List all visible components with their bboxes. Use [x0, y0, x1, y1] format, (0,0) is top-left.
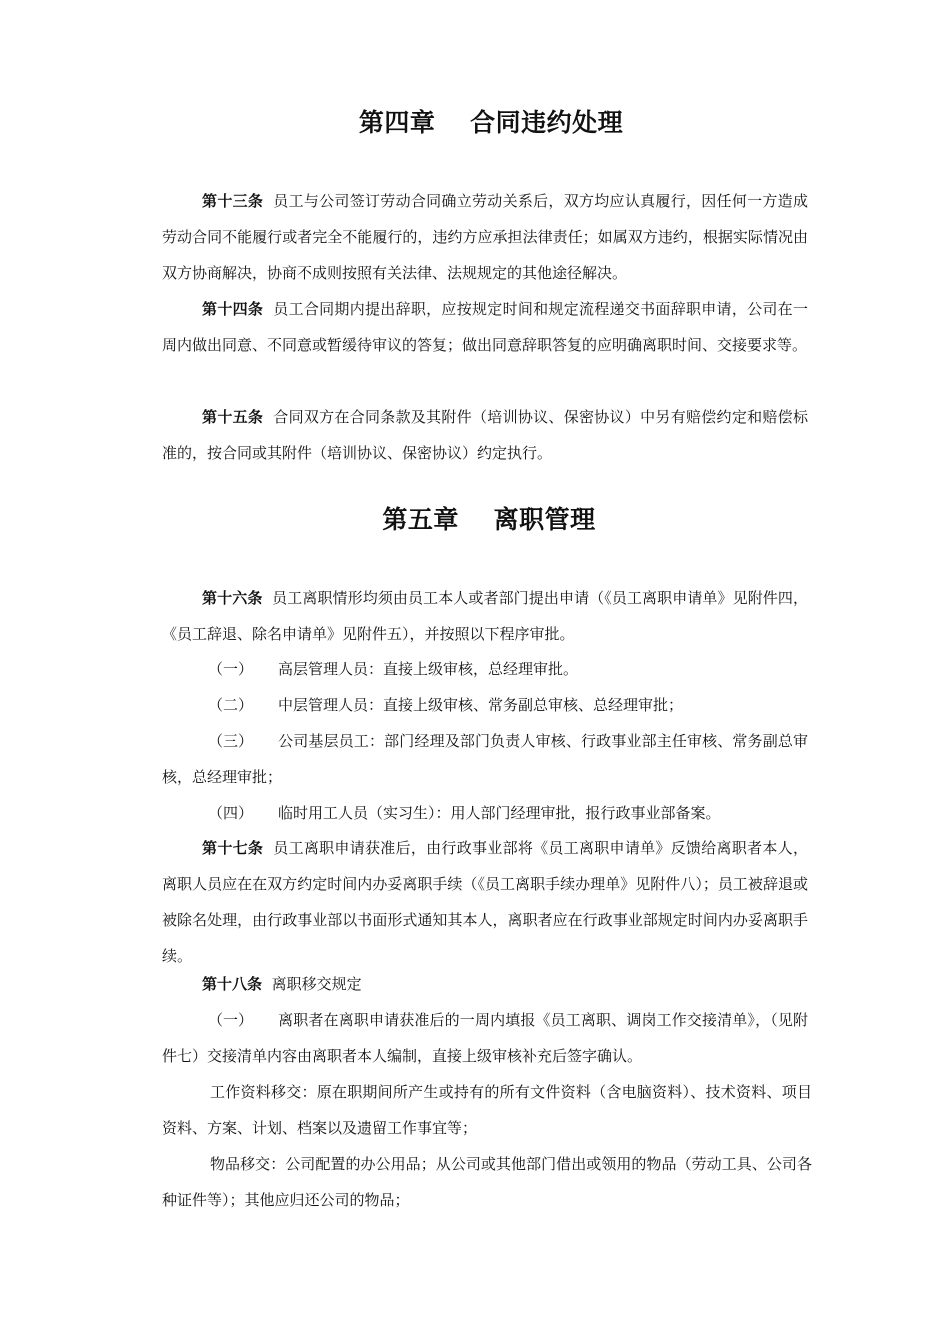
chapter-4-title: 第四章 合同违约处理: [358, 108, 624, 137]
article-13-label: 第十三条: [202, 192, 264, 210]
article-17-text: 员工离职申请获准后，由行政事业部将《员工离职申请单》反馈给离职者本人，离职人员应在在双方约定时间内办妥离职手续（《员工离职手续办理单》见附件八）；员工被辞退或被除名处理，由行政事业部以书面形式通知其本人，离职者应在行政事业部规定时间内办妥离职手续。: [162, 839, 808, 965]
item-text: 高层管理人员：直接上级审核，总经理审批。: [278, 660, 579, 678]
article-18-text: 离职移交规定: [271, 975, 362, 993]
item-text: 公司基层员工：部门经理及部门负责人审核、行政事业部主任审核、常务副总审核，总经理审批；: [162, 732, 808, 786]
item-marker: （三）: [208, 732, 254, 750]
item-marker: （四）: [208, 804, 254, 822]
article-14: [162, 291, 808, 363]
article-15: [162, 399, 808, 471]
article-13-text: 员工与公司签订劳动合同确立劳动关系后，双方均应认真履行，因任何一方造成劳动合同不能履行或者完全不能履行的，违约方应承担法律责任；如属双方违约，根据实际情况由双方协商解决，协商不成则按照有关法律、法规规定的其他途径解决。: [162, 192, 808, 282]
article-18-item-1: [162, 1002, 808, 1074]
item-text: 离职者在离职申请获准后的一周内填报《员工离职、调岗工作交接清单》，（见附件七）交接清单内容由离职者本人编制，直接上级审核补充后签字确认。: [162, 1011, 808, 1065]
article-16-item-2: [162, 687, 808, 723]
article-13: [162, 183, 808, 291]
article-16-item-3: [162, 723, 808, 795]
item-marker: （二）: [208, 696, 254, 714]
handover-work-materials: 工作资料移交：原在职期间所产生或持有的所有文件资料（含电脑资料）、技术资料、项目资料、方案、计划、档案以及遗留工作事宜等；: [162, 1083, 812, 1137]
item-text: 中层管理人员：直接上级审核、常务副总审核、总经理审批；: [278, 696, 684, 714]
article-16-item-1: [162, 651, 808, 687]
item-text: 临时用工人员（实习生）：用人部门经理审批，报行政事业部备案。: [278, 804, 721, 822]
handover-items: 物品移交：公司配置的办公用品；从公司或其他部门借出或领用的物品（劳动工具、公司各种证件等）；其他应归还公司的物品；: [162, 1155, 812, 1209]
article-18-label: 第十八条: [202, 975, 263, 993]
article-17: [162, 830, 808, 974]
article-15-text: 合同双方在合同条款及其附件（培训协议、保密协议）中另有赔偿约定和赔偿标准的，按合同或其附件（培训协议、保密协议）约定执行。: [162, 408, 808, 462]
item-marker: （一）: [208, 660, 254, 678]
article-16-label: 第十六条: [202, 589, 263, 607]
article-14-label: 第十四条: [202, 300, 264, 318]
chapter-5-title: 第五章 离职管理: [382, 505, 596, 534]
item-marker: （一）: [208, 1011, 254, 1029]
article-16-text: 员工离职情形均须由员工本人或者部门提出申请（《员工离职申请单》见附件四，《员工辞退、除名申请单》见附件五），并按照以下程序审批。: [162, 589, 808, 643]
article-18: [162, 966, 808, 1002]
article-17-label: 第十七条: [202, 839, 264, 857]
article-15-label: 第十五条: [202, 408, 264, 426]
article-16-item-4: [162, 795, 808, 831]
article-16: [162, 580, 808, 652]
article-14-text: 员工合同期内提出辞职，应按规定时间和规定流程递交书面辞职申请，公司在一周内做出同意、不同意或暂缓待审议的答复；做出同意辞职答复的应明确离职时间、交接要求等。: [162, 300, 808, 354]
